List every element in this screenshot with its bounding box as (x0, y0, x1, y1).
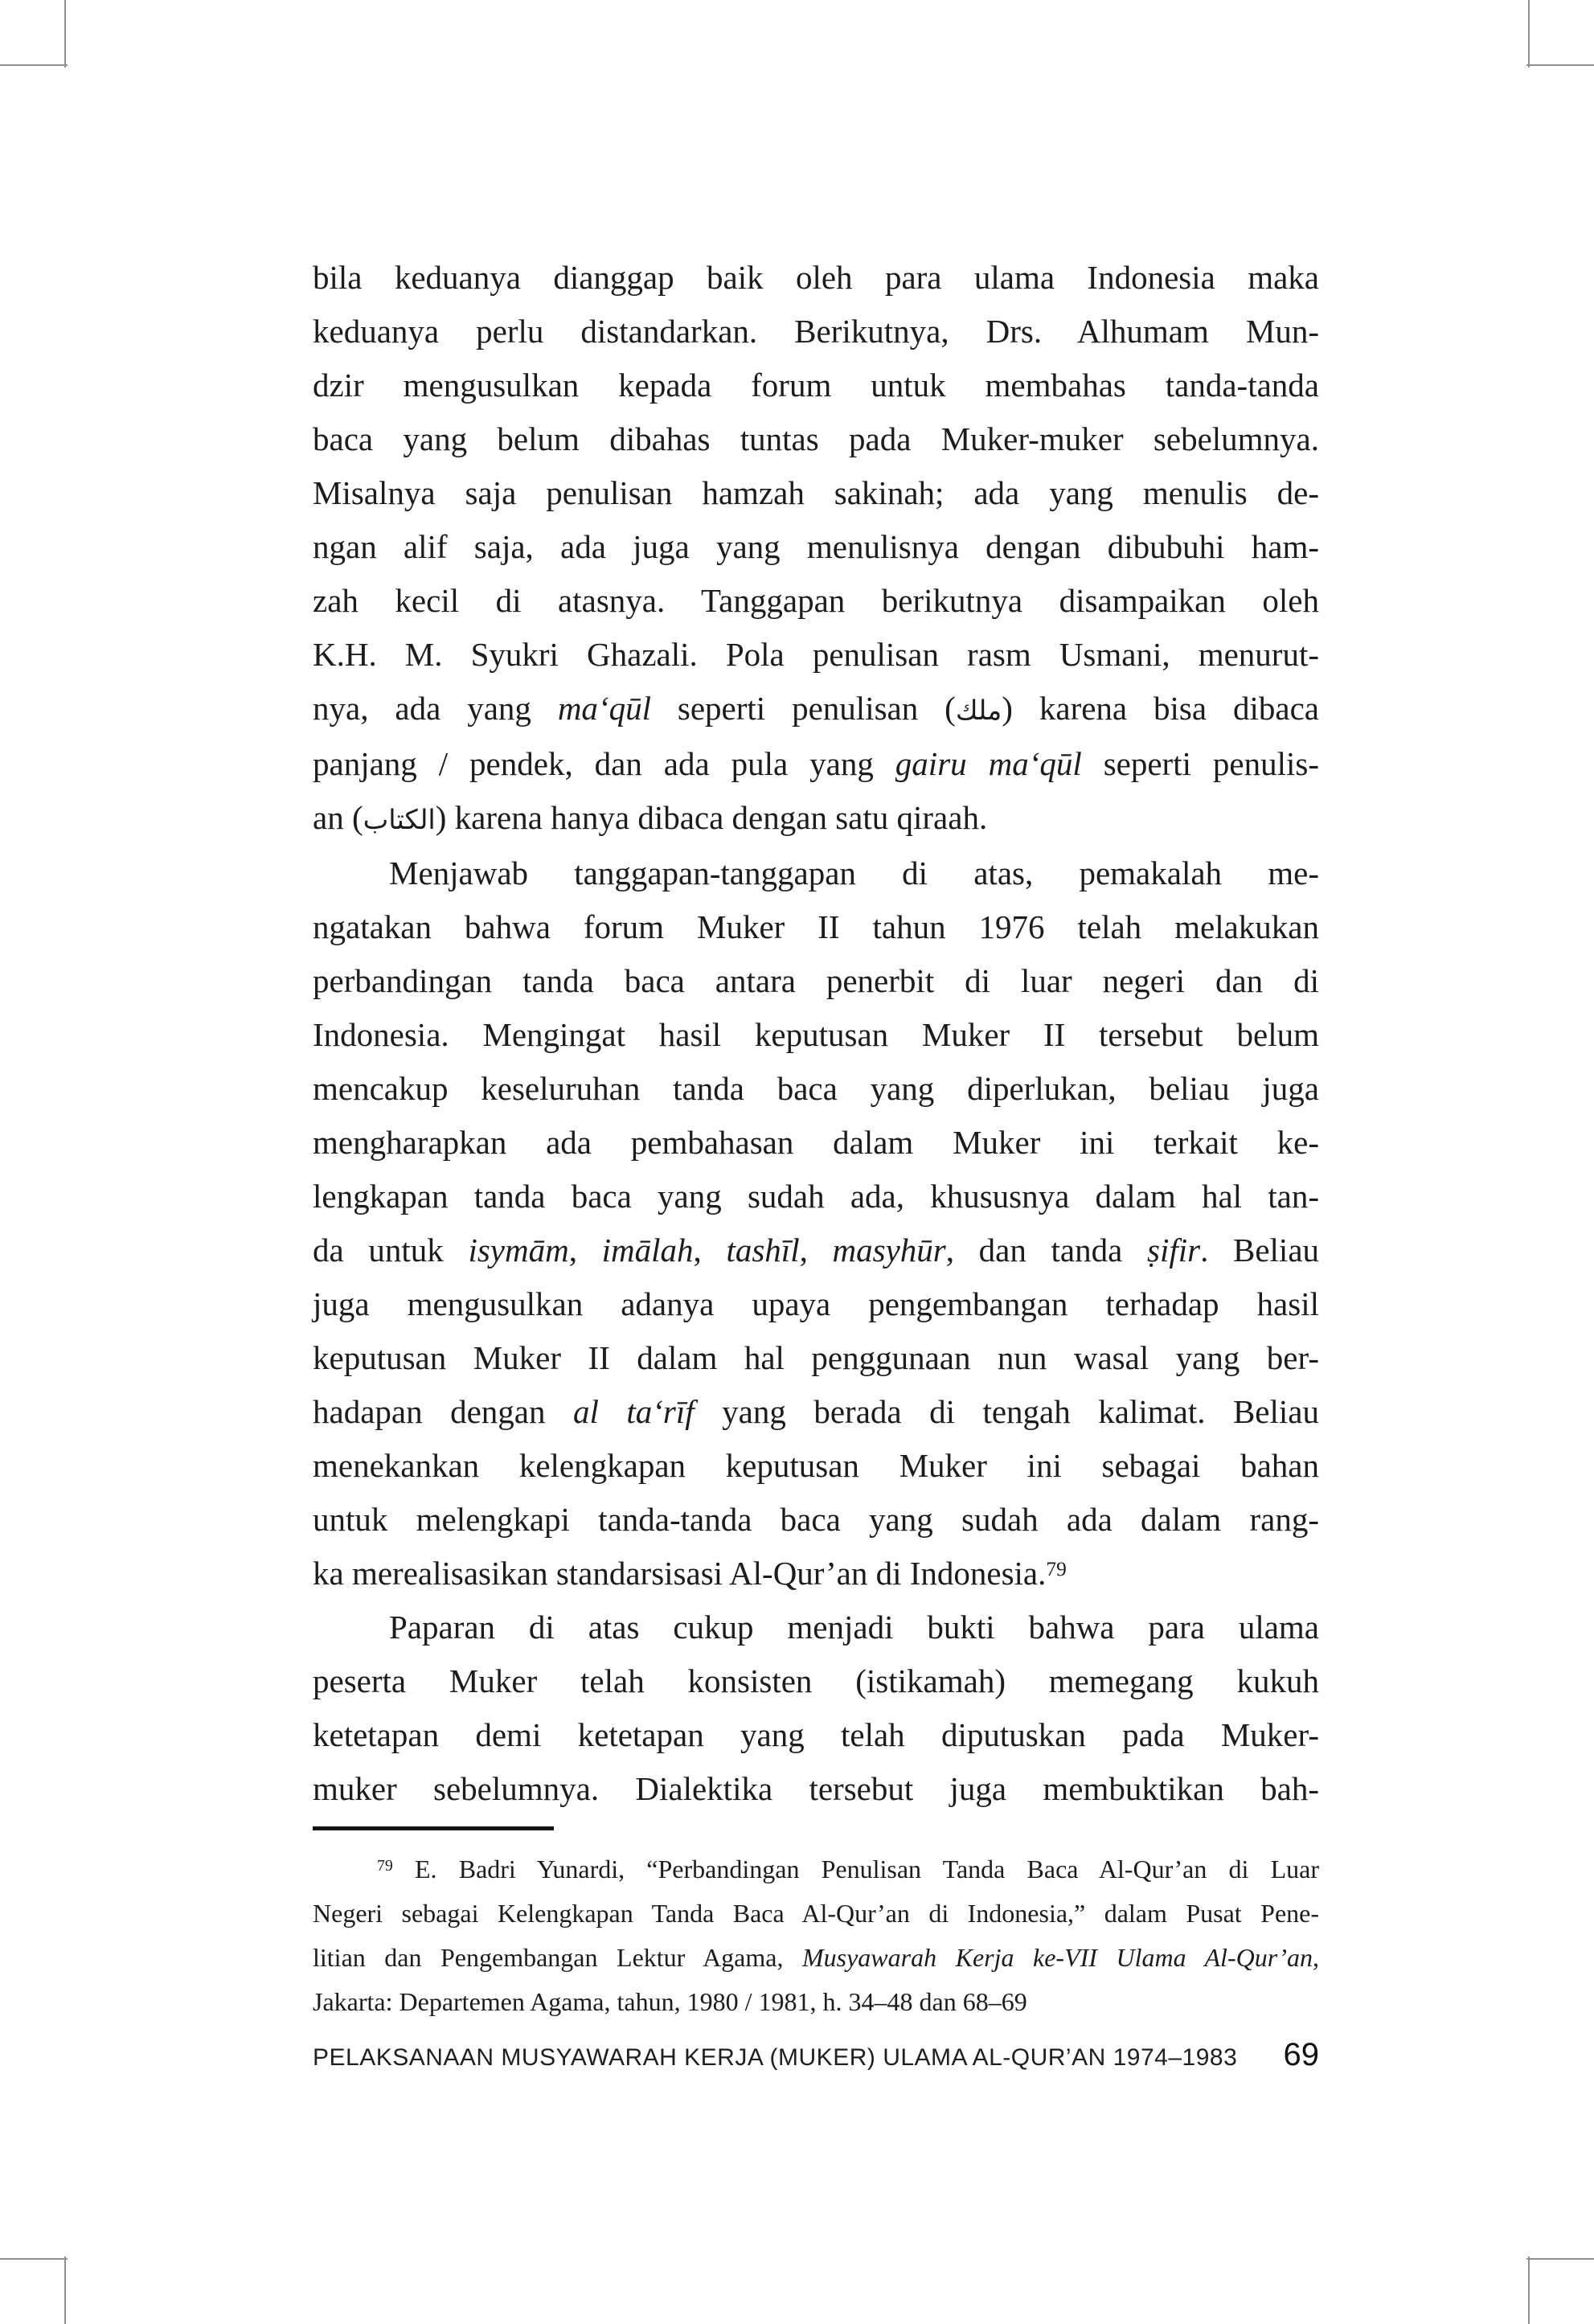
crop-mark-top-left-vertical (64, 0, 66, 68)
crop-mark-bottom-left-horizontal (0, 2258, 68, 2260)
crop-mark-top-right-horizontal (1526, 64, 1594, 66)
text-line: panjang / pendek, dan ada pula yang gairu ma‘qūl seperti penulis- (313, 745, 1320, 782)
text-line: muker sebelumnya. Dialektika tersebut juga membuktikan bah- (313, 1770, 1319, 1807)
text-line: mengharapkan ada pembahasan dalam Muker ini terkait ke- (313, 1124, 1319, 1161)
crop-mark-bottom-left-vertical (64, 2256, 66, 2324)
text-line: Misalnya saja penulisan hamzah sakinah; ada yang menulis de- (313, 474, 1319, 511)
text-line: untuk melengkapi tanda-tanda baca yang sudah ada dalam rang- (313, 1501, 1319, 1538)
text-line: juga mengusulkan adanya upaya pengembangan terhadap hasil (313, 1285, 1319, 1322)
page-footer (313, 2037, 1319, 2073)
text-line: an (الكتاب) karena hanya dibaca dengan satu qiraah. (313, 799, 988, 836)
page-number: 69 (1283, 2037, 1319, 2072)
text-line: baca yang belum dibahas tuntas pada Muker-muker sebelumnya. (313, 420, 1319, 457)
text-line: keputusan Muker II dalam hal penggunaan nun wasal yang ber- (313, 1339, 1319, 1376)
crop-mark-top-left-horizontal (0, 64, 68, 66)
crop-mark-bottom-right-vertical (1528, 2256, 1530, 2324)
text-line: lengkapan tanda baca yang sudah ada, khususnya dalam hal tan- (313, 1178, 1319, 1215)
text-line: ngatakan bahwa forum Muker II tahun 1976 telah melakukan (313, 908, 1319, 945)
text-line: Jakarta: Departemen Agama, tahun, 1980 / 1981, h. 34–48 dan 68–69 (313, 1987, 1027, 2016)
text-line: keduanya perlu distandarkan. Berikutnya, Drs. Alhumam Mun- (313, 313, 1319, 350)
text-line: Negeri sebagai Kelengkapan Tanda Baca Al-Qur’an di Indonesia,” dalam Pusat Pene- (313, 1899, 1319, 1928)
text-line: nya, ada yang ma‘qūl seperti penulisan (ملك) karena bisa dibaca (313, 690, 1319, 727)
text-line: hadapan dengan al ta‘rīf yang berada di tengah kalimat. Beliau (313, 1393, 1319, 1430)
text-line: mencakup keseluruhan tanda baca yang diperlukan, beliau juga (313, 1070, 1319, 1107)
text-line: $^{79}$ E. Badri Yunardi, “Perbandingan Penulisan Tanda Baca Al-Qur’an di Luar (377, 1855, 1319, 1883)
text-line: bila keduanya dianggap baik oleh para ulama Indonesia maka (313, 259, 1319, 296)
footnote-rule (313, 1826, 554, 1830)
text-line: perbandingan tanda baca antara penerbit di luar negeri dan di (313, 962, 1319, 999)
body-text-block (313, 251, 1319, 1816)
running-title: PELAKSANAAN MUSYAWARAH KERJA (MUKER) ULAMA AL-QUR’AN 1974–1983 (313, 2044, 1238, 2071)
text-line: menekankan kelengkapan keputusan Muker ini sebagai bahan (313, 1447, 1319, 1484)
text-line: peserta Muker telah konsisten (istikamah) memegang kukuh (313, 1662, 1319, 1699)
text-line: ketetapan demi ketetapan yang telah diputuskan pada Muker- (313, 1716, 1319, 1753)
text-line: litian dan Pengembangan Lektur Agama, Musyawarah Kerja ke-VII Ulama Al-Qur’an, (313, 1943, 1319, 1972)
text-line: Indonesia. Mengingat hasil keputusan Muker II tersebut belum (313, 1016, 1319, 1053)
crop-mark-bottom-right-horizontal (1526, 2258, 1594, 2260)
text-line: Paparan di atas cukup menjadi bukti bahwa para ulama (389, 1609, 1319, 1646)
text-line: ka merealisasikan standarsisasi Al-Qur’an di Indonesia.$^{79}$ (313, 1555, 1067, 1592)
text-line: ngan alif saja, ada juga yang menulisnya dengan dibubuhi ham- (313, 528, 1319, 565)
text-line: dzir mengusulkan kepada forum untuk membahas tanda-tanda (313, 367, 1319, 404)
text-line: Menjawab tanggapan-tanggapan di atas, pemakalah me- (389, 855, 1319, 891)
footnote-block (313, 1847, 1319, 2024)
text-line: da untuk isymām, imālah, tashīl, masyhūr, dan tanda ṣifir. Beliau (313, 1232, 1320, 1269)
text-line: K.H. M. Syukri Ghazali. Pola penulisan rasm Usmani, menurut- (313, 636, 1319, 673)
crop-mark-top-right-vertical (1528, 0, 1530, 68)
text-line: zah kecil di atasnya. Tanggapan berikutnya disampaikan oleh (313, 582, 1319, 619)
